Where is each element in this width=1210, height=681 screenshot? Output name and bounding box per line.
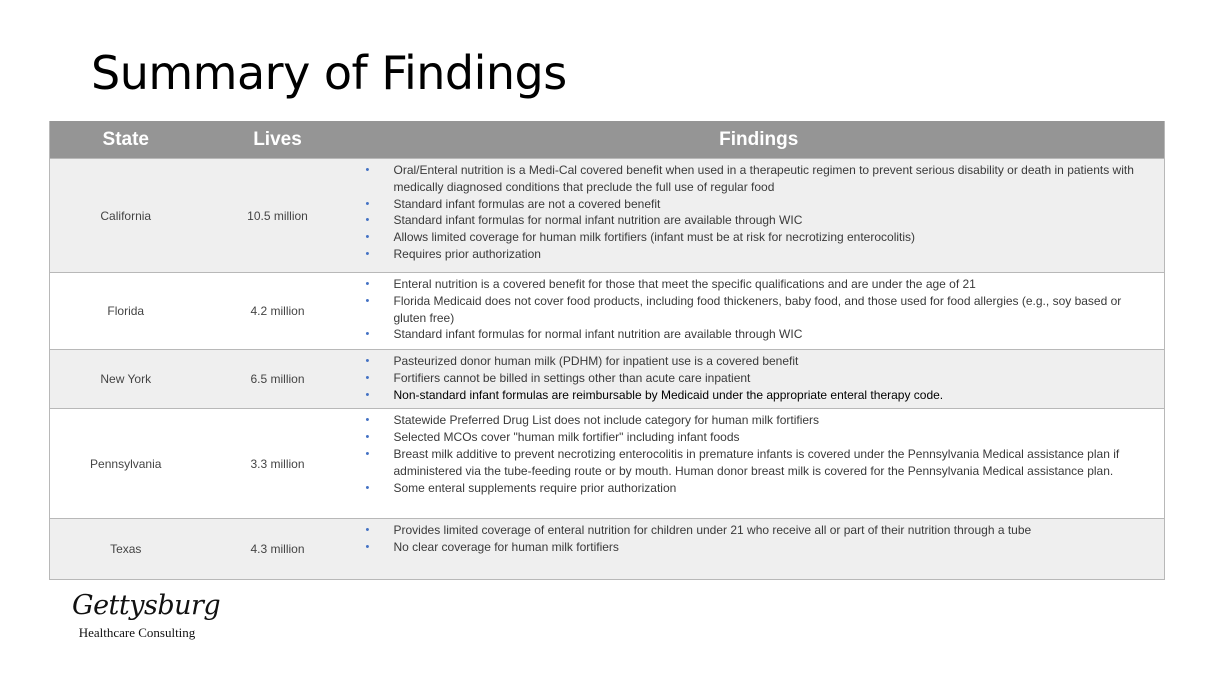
findings-cell (354, 273, 1165, 350)
state-cell: Pennsylvania (50, 409, 202, 519)
findings-cell (354, 159, 1165, 273)
lives-cell: 10.5 million (202, 159, 354, 273)
finding-item: • Breast milk additive to prevent necrotizing enterocolitis in premature infants is covered under the Pennsylvania Medical assistance plan if administered via the tube-feeding route or by mouth. Human donor breast milk is covered for the Pennsylvania Medical assistance plan. (394, 446, 1151, 480)
table-header-row (50, 121, 1165, 159)
findings-cell (354, 409, 1165, 519)
table-row (50, 273, 1165, 350)
finding-item: • No clear coverage for human milk fortifiers (394, 539, 1151, 556)
lives-cell: 3.3 million (202, 409, 354, 519)
column-header-findings: Findings (354, 121, 1165, 159)
finding-item: • Standard infant formulas for normal infant nutrition are available through WIC (394, 212, 1151, 229)
lives-cell: 6.5 million (202, 350, 354, 409)
finding-item: • Pasteurized donor human milk (PDHM) for inpatient use is a covered benefit (394, 353, 1151, 370)
findings-cell (354, 350, 1165, 409)
findings-list (354, 162, 1151, 263)
findings-list (354, 522, 1151, 556)
column-header-state: State (50, 121, 202, 159)
finding-item: • Allows limited coverage for human milk fortifiers (infant must be at risk for necrotizing enterocolitis) (394, 229, 1151, 246)
logo-wordmark: Gettysburg (72, 590, 221, 621)
finding-item: • Requires prior authorization (394, 246, 1151, 263)
finding-item: • Enteral nutrition is a covered benefit for those that meet the specific qualifications and are under the age of 21 (394, 276, 1151, 293)
state-cell: New York (50, 350, 202, 409)
finding-item: • Statewide Preferred Drug List does not include category for human milk fortifiers (394, 412, 1151, 429)
finding-item: • Standard infant formulas are not a covered benefit (394, 196, 1151, 213)
finding-item: • Standard infant formulas for normal infant nutrition are available through WIC (394, 326, 1151, 343)
finding-item: • Non-standard infant formulas are reimbursable by Medicaid under the appropriate enteral therapy code. (394, 387, 1151, 404)
findings-list (354, 276, 1151, 343)
findings-cell (354, 519, 1165, 580)
state-cell: Florida (50, 273, 202, 350)
column-header-lives: Lives (202, 121, 354, 159)
findings-table (49, 121, 1165, 580)
page-title: Summary of Findings (91, 46, 567, 100)
finding-item: • Oral/Enteral nutrition is a Medi-Cal covered benefit when used in a therapeutic regimen to prevent serious disability or death in patients with medically diagnosed conditions that preclude the full use of regular food (394, 162, 1151, 196)
finding-item: • Provides limited coverage of enteral nutrition for children under 21 who receive all or part of their nutrition through a tube (394, 522, 1151, 539)
findings-list (354, 412, 1151, 496)
finding-item: • Selected MCOs cover "human milk fortifier" including infant foods (394, 429, 1151, 446)
table-row (50, 409, 1165, 519)
table-row (50, 350, 1165, 409)
lives-cell: 4.2 million (202, 273, 354, 350)
finding-item: • Fortifiers cannot be billed in settings other than acute care inpatient (394, 370, 1151, 387)
finding-item: • Some enteral supplements require prior authorization (394, 480, 1151, 497)
lives-cell: 4.3 million (202, 519, 354, 580)
table-row (50, 159, 1165, 273)
company-logo (72, 590, 221, 641)
state-cell: California (50, 159, 202, 273)
logo-subtitle: Healthcare Consulting (78, 625, 196, 640)
findings-list (354, 353, 1151, 403)
finding-item: • Florida Medicaid does not cover food products, including food thickeners, baby food, and those used for food allergies (e.g., soy based or gluten free) (394, 293, 1151, 327)
table-row (50, 519, 1165, 580)
state-cell: Texas (50, 519, 202, 580)
